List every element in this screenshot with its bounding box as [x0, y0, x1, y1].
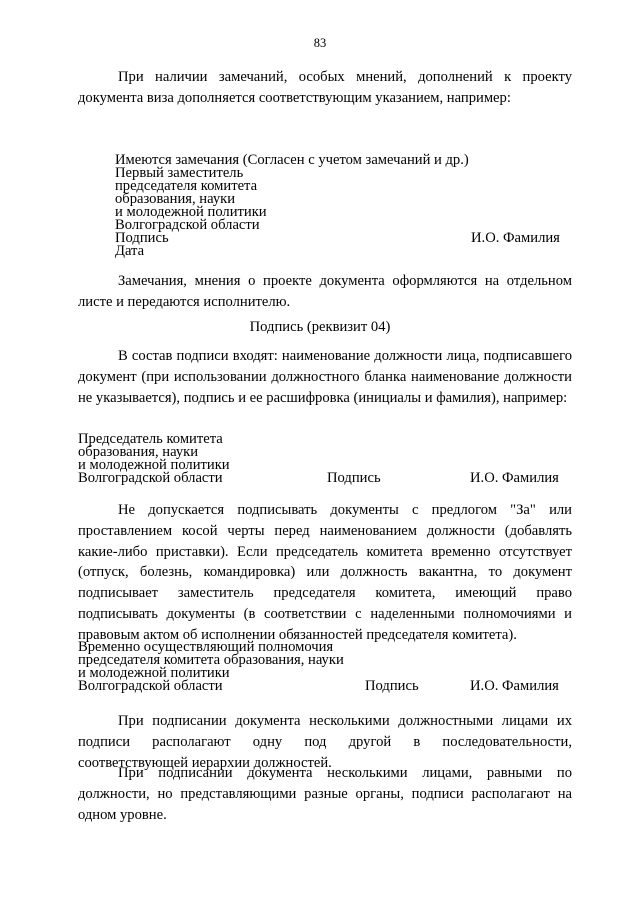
multiple-signers-paragraph: При подписании документа несколькими должностными лицами их подписи располагают одну под другой в последовательности, соответствующей иерархии должностей.	[78, 713, 572, 771]
remarks-note-paragraph: Замечания, мнения о проекте документа оформляются на отдельном листе и передаются исполнителю.	[78, 273, 572, 310]
signature-position-line: Волгоградской области	[78, 470, 223, 486]
signature-position-line: председателя комитета образования, науки	[78, 652, 344, 668]
visa-name: И.О. Фамилия	[471, 230, 560, 246]
page-number: 83	[313, 36, 327, 50]
signature-position-line: и молодежной политики	[78, 665, 230, 681]
signature-position-line: Волгоградской области	[78, 678, 223, 694]
signature-name: И.О. Фамилия	[470, 470, 559, 486]
visa-position-line: образования, науки	[115, 191, 236, 207]
signature-position-line: образования, науки	[78, 444, 199, 460]
visa-position-line: Волгоградской области	[115, 217, 260, 233]
signature-position-line: Председатель комитета	[78, 431, 223, 447]
visa-signature: Подпись	[115, 230, 169, 246]
signature-name: И.О. Фамилия	[470, 678, 559, 694]
intro-paragraph: При наличии замечаний, особых мнений, дополнений к проекту документа виза дополняется соответствующим указанием, например:	[78, 69, 572, 106]
section-heading: Подпись (реквизит 04)	[249, 319, 391, 335]
signature-position-line: и молодежной политики	[78, 457, 230, 473]
signature-label: Подпись	[365, 678, 419, 694]
signature-label: Подпись	[327, 470, 381, 486]
visa-position-line: Первый заместитель	[115, 165, 244, 181]
visa-remarks: Имеются замечания (Согласен с учетом замечаний и др.)	[115, 152, 469, 168]
equal-signers-paragraph: При подписании документа несколькими лицами, равными по должности, но представляющими разные органы, подписи располагают на одном уровне.	[78, 765, 572, 823]
prohibition-paragraph: Не допускается подписывать документы с предлогом "За" или проставлением косой черты перед наименованием должности (добавлять какие-либо приставки). Если председатель комитета временно отсутствует (отпуск, болезнь, командировка) или должность вакантна, то документ подписывает заместитель председателя комитета, имеющий право подписывать документы (в соответствии с наделенными полномочиями и правовым актом об исполнении обязанностей председателя комитета).	[78, 502, 572, 643]
signature-position-line: Временно осуществляющий полномочия	[78, 639, 334, 655]
composition-paragraph: В состав подписи входят: наименование должности лица, подписавшего документ (при использовании должностного бланка наименование должности не указывается), подпись и ее расшифровка (инициалы и фамилия), например:	[78, 348, 572, 406]
visa-date: Дата	[115, 243, 145, 259]
visa-position-line: и молодежной политики	[115, 204, 267, 220]
visa-position-line: председателя комитета	[115, 178, 258, 194]
